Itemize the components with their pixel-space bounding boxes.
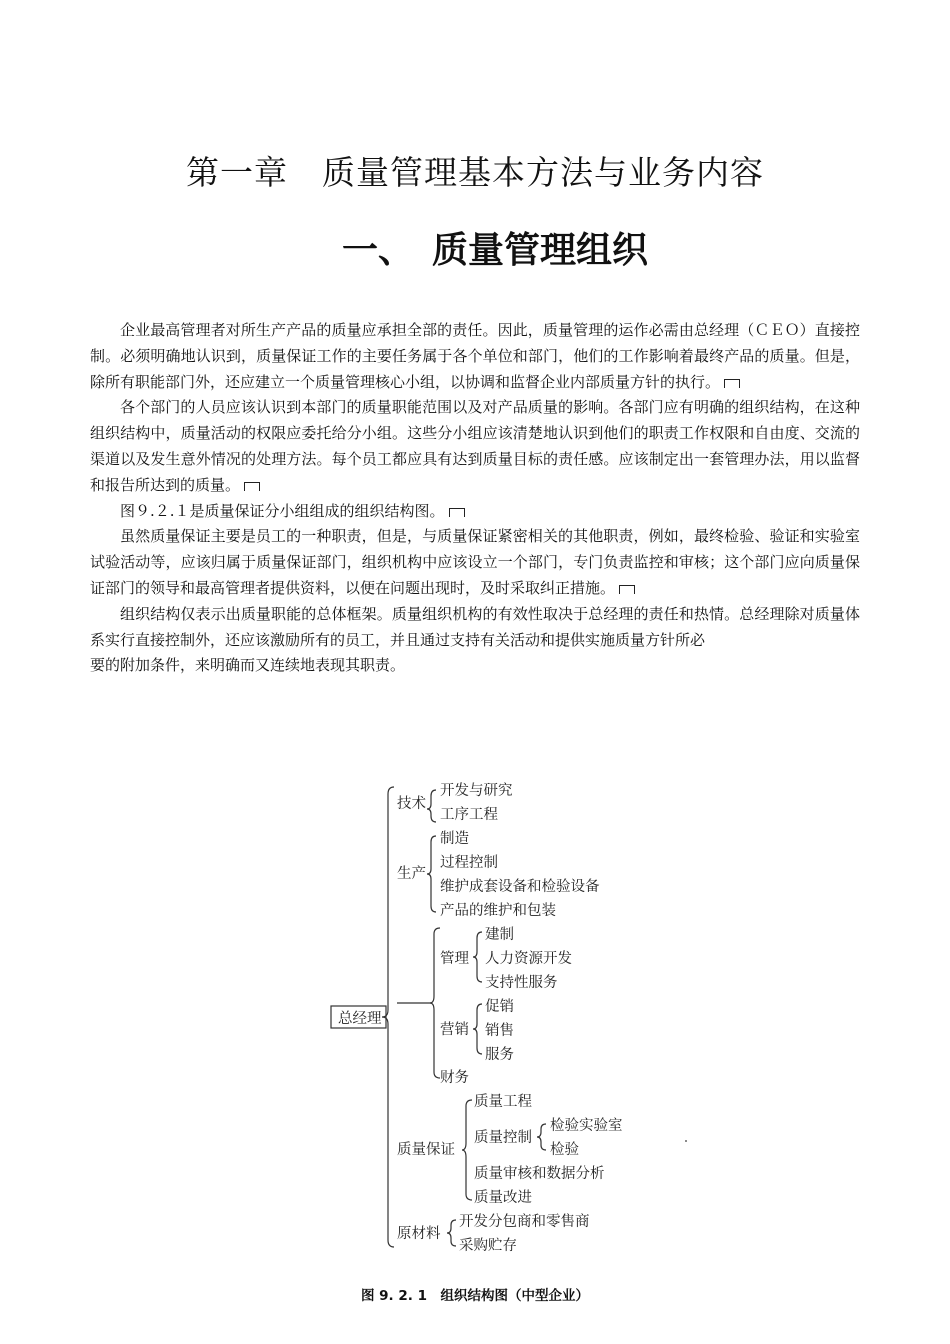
main-brace bbox=[382, 787, 394, 1247]
scan-speck bbox=[685, 1140, 687, 1142]
figure-caption: 图 9. 2. 1 组织结构图（中型企业） bbox=[360, 1288, 590, 1304]
org-node: 工序工程 bbox=[440, 807, 498, 823]
org-node: 检验 bbox=[550, 1142, 579, 1158]
org-node: 维护成套设备和检验设备 bbox=[440, 879, 600, 895]
org-node: 制造 bbox=[440, 831, 469, 847]
return-mark-icon bbox=[619, 585, 635, 594]
org-node: 服务 bbox=[485, 1047, 514, 1063]
org-node: 销售 bbox=[485, 1023, 514, 1039]
org-node: 促销 bbox=[485, 999, 514, 1015]
org-node: 开发分包商和零售商 bbox=[459, 1214, 590, 1230]
paragraph: 企业最高管理者对所生产产品的质量应承担全部的责任。因此，质量管理的运作必需由总经理（ＣＥＯ）直接控制。必须明确地认识到，质量保证工作的主要任务属于各个单位和部门，他们的工作影响着最终产品的质量。但是，除所有职能部门外，还应建立一个质量管理核心小组，以协调和监督企业内部质量方针的执行。 bbox=[90, 321, 860, 391]
section-title: 一、 质量管理组织 bbox=[341, 230, 648, 271]
chapter-title: 第一章 质量管理基本方法与业务内容 bbox=[186, 153, 764, 192]
paragraph: 要的附加条件，来明确而又连续地表现其职责。 bbox=[90, 656, 406, 675]
org-finance-label: 财务 bbox=[440, 1070, 469, 1086]
org-materials-label: 原材料 bbox=[397, 1226, 441, 1242]
org-chart bbox=[0, 770, 950, 1310]
paragraph: 各个部门的人员应该认识到本部门的质量职能范围以及对产品质量的影响。各部门应有明确的组织结构，在这种组织结构中，质量活动的权限应委托给分小组。这些分小组应该清楚地认识到他们的职责工作权限和自由度、交流的渠道以及发生意外情况的处理方法。每个员工都应具有达到质量目标的责任感。应该制定出一套管理办法，用以监督和报告所达到的质量。 bbox=[90, 398, 860, 494]
org-root: 总经理 bbox=[338, 1011, 382, 1027]
org-node: 建制 bbox=[485, 927, 514, 943]
org-node: 检验实验室 bbox=[550, 1118, 623, 1134]
org-management-label: 管理 bbox=[440, 951, 469, 967]
org-marketing-label: 营销 bbox=[440, 1022, 469, 1038]
org-node: 质量工程 bbox=[474, 1094, 532, 1110]
return-mark-icon bbox=[449, 508, 465, 517]
return-mark-icon bbox=[724, 379, 740, 388]
org-node: 质量审核和数据分析 bbox=[474, 1166, 605, 1182]
org-node: 质量改进 bbox=[474, 1190, 532, 1206]
org-node: 产品的维护和包装 bbox=[440, 903, 556, 919]
org-node: 人力资源开发 bbox=[485, 951, 572, 967]
return-mark-icon bbox=[244, 482, 260, 491]
org-production-label: 生产 bbox=[397, 866, 426, 882]
org-node: 开发与研究 bbox=[440, 783, 513, 799]
paragraph: 虽然质量保证主要是员工的一种职责，但是，与质量保证紧密相关的其他职责，例如，最终检验、验证和实验室试验活动等，应该归属于质量保证部门，组织机构中应该设立一个部门，专门负责监控和审核；这个部门应向质量保证部门的领导和最高管理者提供资料，以便在问题出现时，及时采取纠正措施。 bbox=[90, 527, 860, 597]
paragraph: 组织结构仅表示出质量职能的总体框架。质量组织机构的有效性取决于总经理的责任和热情。总经理除对质量体系实行直接控制外，还应该激励所有的员工，并且通过支持有关活动和提供实施质量方针所必 bbox=[90, 604, 860, 649]
body-text bbox=[90, 318, 860, 679]
org-node: 过程控制 bbox=[440, 855, 498, 871]
org-node: 支持性服务 bbox=[485, 975, 558, 991]
org-qa-label: 质量保证 bbox=[397, 1142, 455, 1158]
paragraph: 图９.２.１是质量保证分小组组成的组织结构图。 bbox=[90, 499, 860, 525]
org-node: 采购贮存 bbox=[459, 1238, 517, 1254]
org-tech-label: 技术 bbox=[397, 796, 426, 812]
org-node: 质量控制 bbox=[474, 1130, 532, 1146]
